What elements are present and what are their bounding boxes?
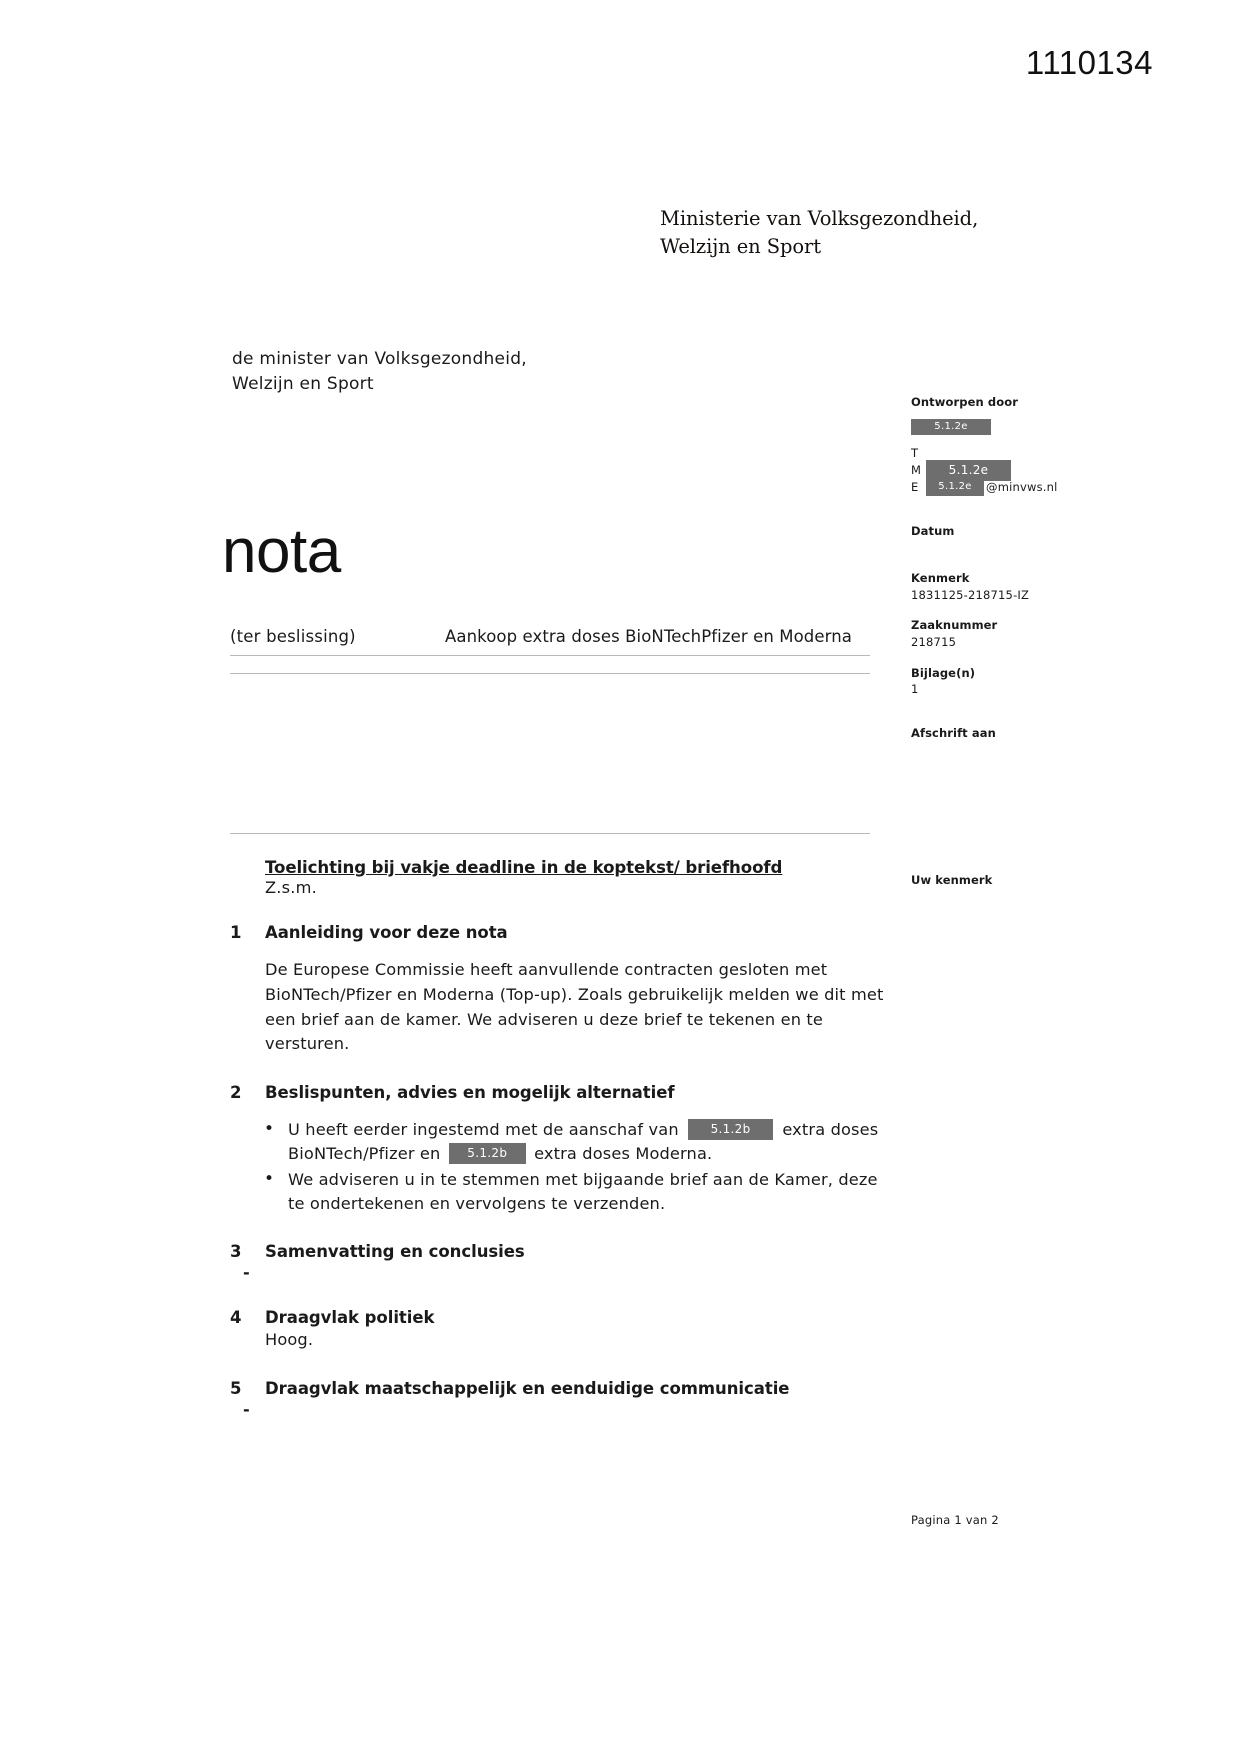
bijlagen-label: Bijlage(n): [911, 665, 976, 680]
divider-top: [230, 655, 870, 656]
subject-kind: (ter beslissing): [230, 627, 356, 646]
section-2: [230, 1083, 890, 1216]
redaction-doses-moderna: 5.1.2b: [449, 1143, 526, 1164]
afschrift-aan-value: [911, 742, 1141, 759]
toelichting-value: Z.s.m.: [265, 878, 317, 897]
mobile-key: M: [911, 462, 921, 477]
section-5: [230, 1379, 890, 1419]
addressee-block: [232, 347, 527, 397]
telephone-key: T: [911, 445, 919, 460]
page-title: nota: [222, 517, 341, 586]
ontworpen-door-label: Ontworpen door: [911, 395, 1018, 409]
list-item: [288, 1118, 890, 1167]
section-4-paragraph: Hoog.: [265, 1330, 314, 1350]
ministry-line-2: Welzijn en Sport: [660, 234, 821, 258]
bullet-1-text-part-3: extra doses Moderna.: [534, 1144, 713, 1164]
section-4-number: 4: [230, 1308, 242, 1328]
zaaknummer-label: Zaaknummer: [911, 618, 998, 633]
list-item: • We adviseren u in te stemmen met bijgaande brief aan de Kamer, deze te ondertekenen en vervolgens te verzenden.: [288, 1168, 890, 1217]
contact-block: [911, 445, 1141, 496]
subject-text: Aankoop extra doses BioNTechPfizer en Moderna: [445, 627, 852, 646]
addressee-line-2: Welzijn en Sport: [232, 373, 374, 394]
section-3: [230, 1242, 890, 1282]
redaction-mobile: 5.1.2e: [926, 460, 1011, 481]
divider-second: [230, 673, 870, 674]
email-key: E: [911, 479, 919, 494]
metadata-sidebar: [911, 394, 1141, 758]
bullet-1-text-part-2: extra doses BioNTech/Pfizer en: [288, 1120, 879, 1164]
section-3-number: 3: [230, 1242, 242, 1262]
section-2-title: Beslispunten, advies en mogelijk alternatief: [265, 1083, 675, 1103]
section-5-number: 5: [230, 1378, 242, 1398]
scan-number: 1110134: [1025, 44, 1153, 81]
document-body: [230, 858, 890, 1419]
datum-value: [911, 539, 1141, 556]
section-4: [230, 1308, 890, 1352]
redaction-email: 5.1.2e: [926, 478, 984, 496]
uw-kenmerk-label: Uw kenmerk: [911, 873, 993, 887]
toelichting-heading: Toelichting bij vakje deadline in de koptekst/ briefhoofd: [265, 858, 783, 877]
contact-email: [911, 479, 1141, 496]
kenmerk-label: Kenmerk: [911, 571, 970, 586]
section-5-title: Draagvlak maatschappelijk en eenduidige communicatie: [265, 1378, 790, 1398]
section-1-paragraph: De Europese Commissie heeft aanvullende contracten gesloten met BioNTech/Pfizer en Moderna (Top-up). Zoals gebruikelijk melden we dit met een brief aan de kamer. We adviseren u deze brief te tekenen en te versturen.: [265, 960, 884, 1054]
addressee-line-1: de minister van Volksgezondheid,: [232, 349, 527, 369]
ministry-logo-text: [660, 205, 978, 260]
bullet-1-text-part-1: U heeft eerder ingestemd met de aanschaf van: [288, 1120, 679, 1140]
divider-body: [230, 833, 870, 834]
email-domain: @minvws.nl: [986, 479, 1058, 494]
section-4-title: Draagvlak politiek: [265, 1308, 435, 1328]
zaaknummer-value: 218715: [911, 635, 957, 650]
section-2-bullets: [230, 1118, 890, 1216]
datum-label: Datum: [911, 523, 955, 538]
contact-mobile: [911, 462, 1141, 479]
section-1-title: Aanleiding voor deze nota: [265, 923, 508, 942]
section-2-number: 2: [230, 1083, 242, 1103]
kenmerk-value: 1831125-218715-IZ: [911, 587, 1030, 602]
section-1: [230, 923, 890, 1057]
page-footer: Pagina 1 van 2: [911, 1513, 999, 1527]
section-1-number: 1: [230, 923, 242, 942]
afschrift-aan-label: Afschrift aan: [911, 726, 996, 741]
redaction-doses-pfizer: 5.1.2b: [688, 1119, 773, 1140]
bijlagen-value: 1: [911, 682, 919, 697]
ministry-line-1: Ministerie van Volksgezondheid,: [660, 207, 979, 230]
section-5-dash: -: [243, 1399, 250, 1419]
redaction-ontworpen-door: 5.1.2e: [911, 419, 991, 435]
section-3-dash: -: [243, 1263, 250, 1283]
section-3-title: Samenvatting en conclusies: [265, 1242, 525, 1262]
